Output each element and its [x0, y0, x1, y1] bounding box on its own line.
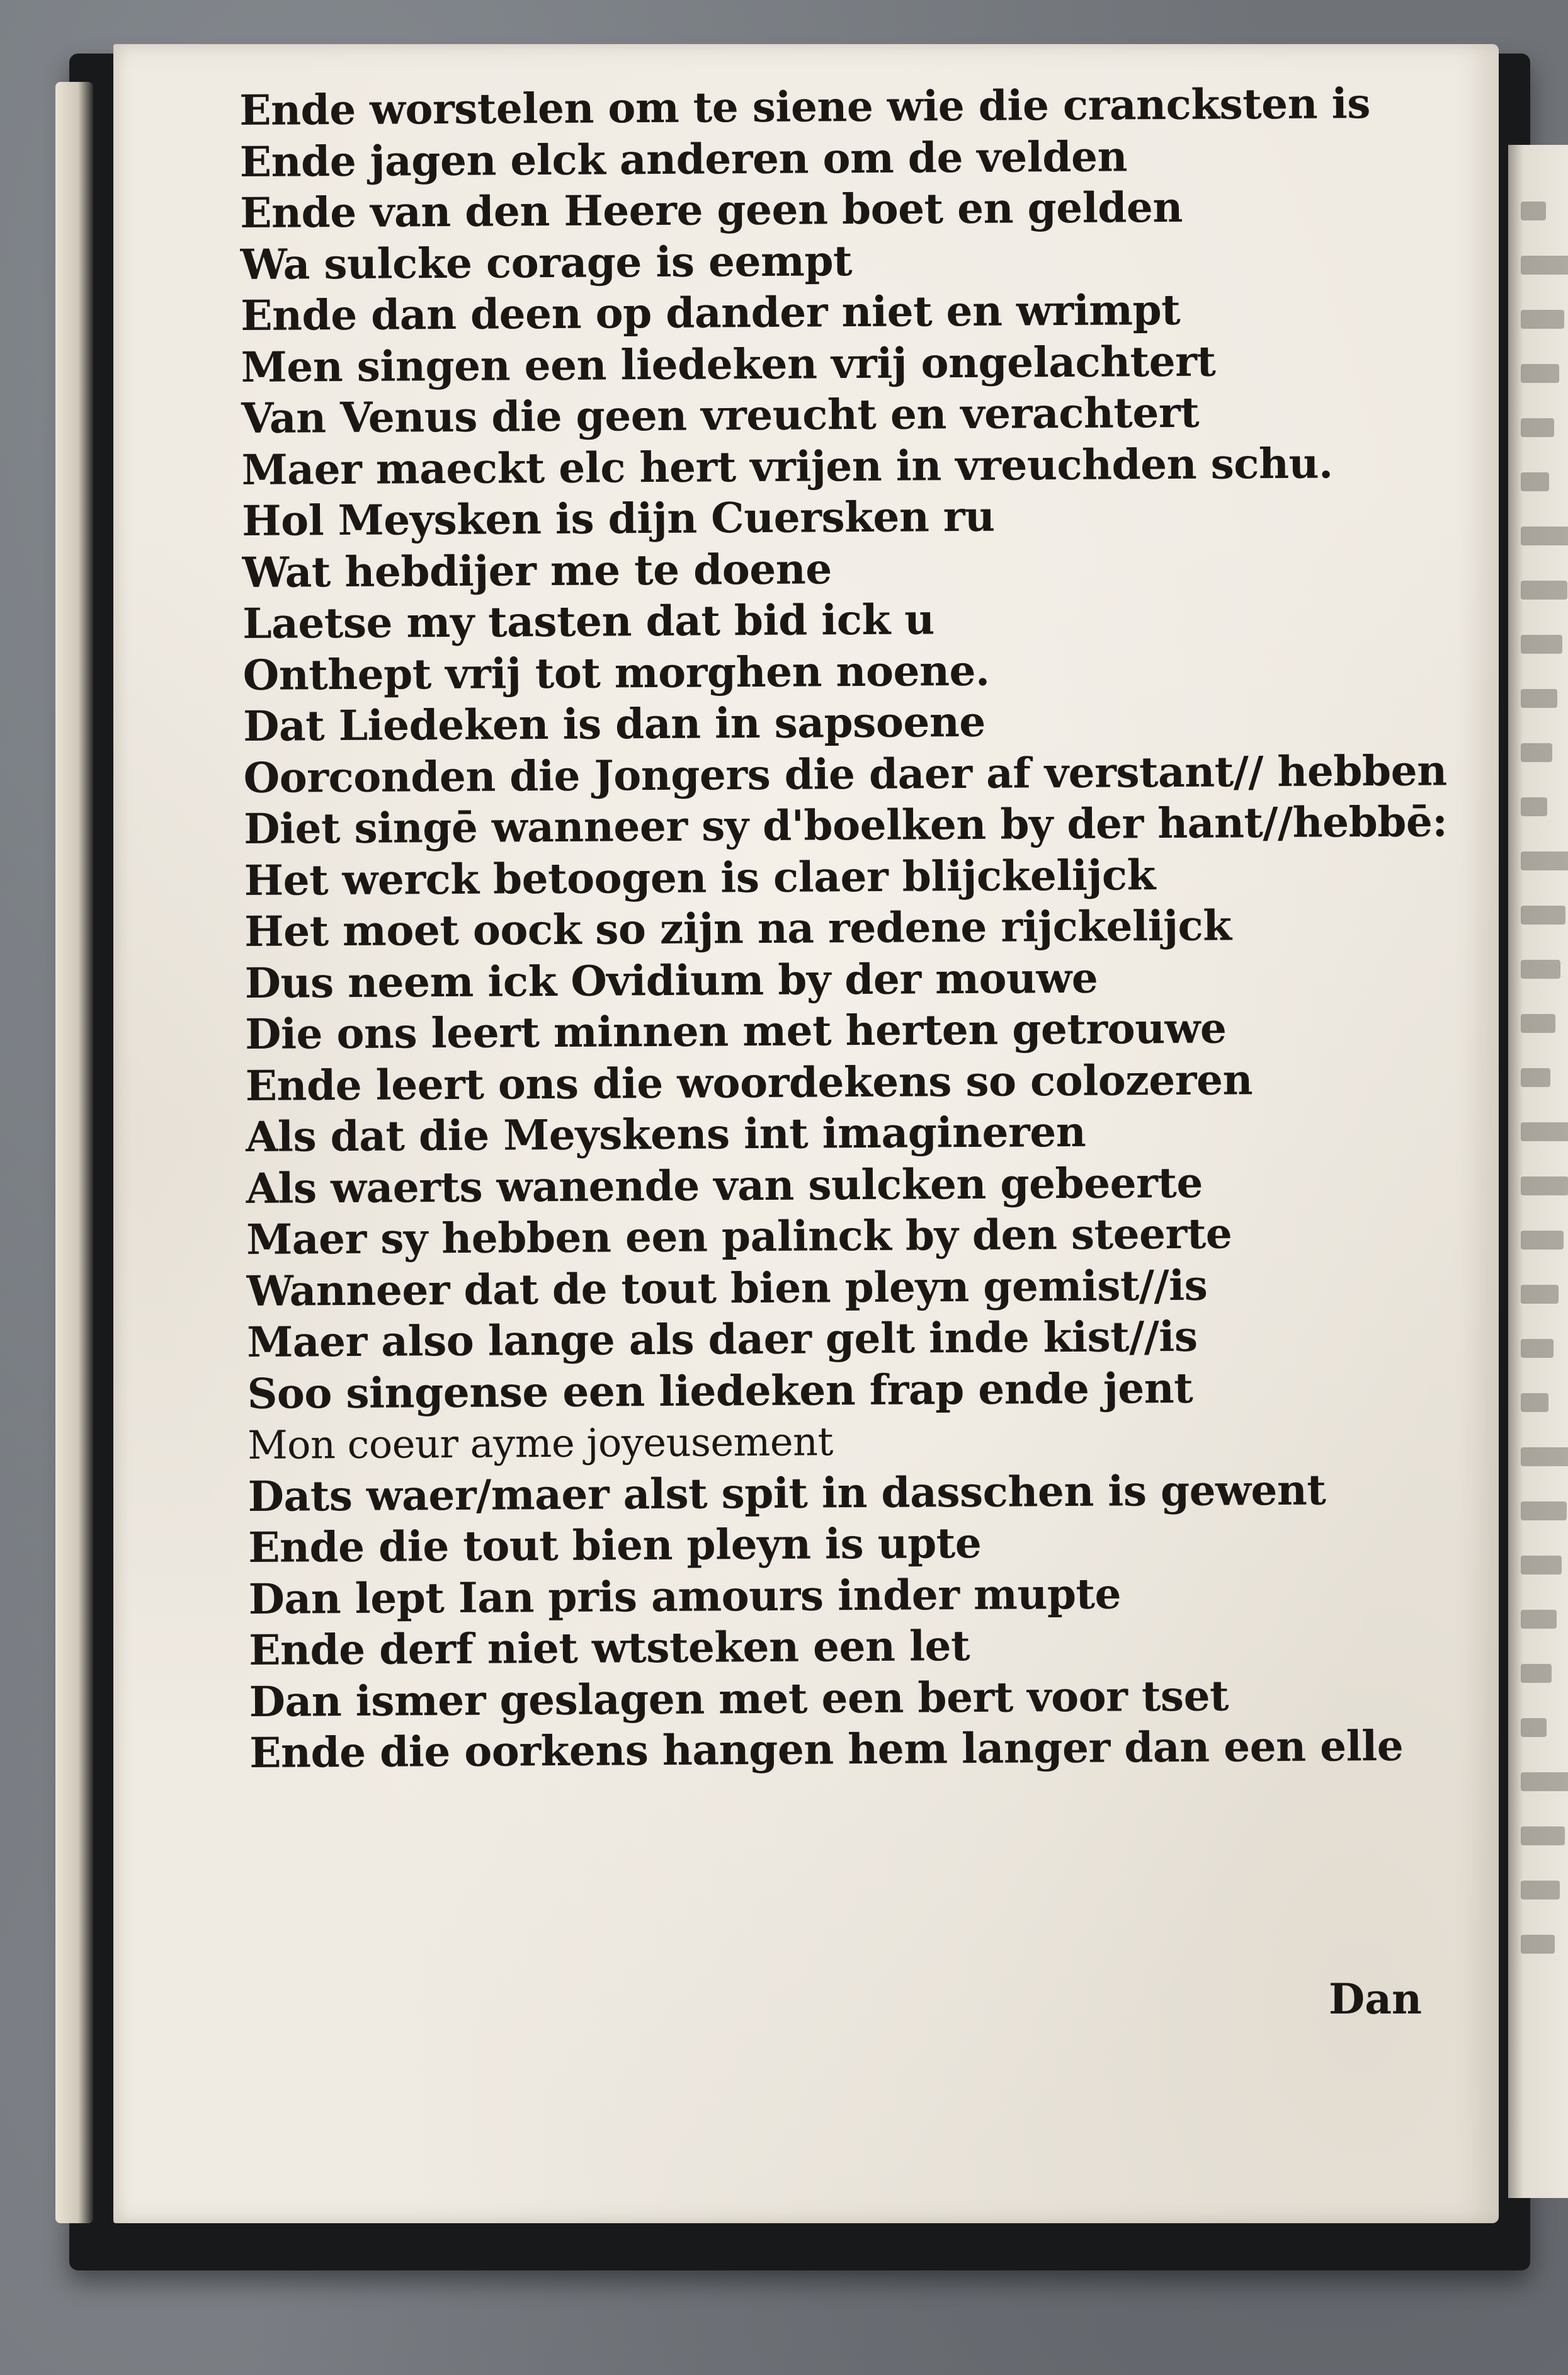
text-line: Soo singense een liedeken frap ende jent	[247, 1363, 1193, 1418]
facing-page-text-fragment	[1521, 1231, 1564, 1250]
facing-page-text-fragment	[1521, 1068, 1550, 1087]
text-line: Ende die oorkens hangen hem langer dan een elle	[249, 1721, 1404, 1777]
text-line: Oorconden die Jongers die daer af verstant// hebben	[243, 745, 1447, 802]
facing-page-text-fragment	[1521, 1772, 1568, 1791]
facing-page-text-fragment	[1521, 472, 1549, 491]
text-line: Maer also lange als daer gelt inde kist//is	[246, 1311, 1198, 1367]
text-line: Hol Meysken is dijn Cuersken ru	[241, 491, 995, 545]
facing-page-text-fragment	[1521, 851, 1568, 870]
facing-page-text-fragment	[1521, 1393, 1548, 1412]
text-line: Het werck betoogen is claer blijckelijck	[244, 850, 1156, 905]
text-line: Maer sy hebben een palinck by den steerte	[246, 1209, 1232, 1264]
facing-page-text-fragment	[1521, 1176, 1568, 1195]
facing-page-edge	[1508, 145, 1568, 2198]
facing-page-text-fragment	[1521, 1826, 1565, 1845]
facing-page-text-fragment	[1521, 1718, 1547, 1737]
text-line: Dan lept Ian pris amours inder mupte	[248, 1568, 1122, 1624]
facing-page-text-fragment	[1521, 797, 1547, 816]
facing-page-text-fragment	[1521, 635, 1562, 654]
facing-page-text-fragment	[1521, 418, 1554, 437]
page-edges	[55, 82, 93, 2223]
catchword: Dan	[1329, 1974, 1422, 2024]
facing-page-text-fragment	[1521, 1556, 1562, 1575]
facing-page-text-fragment	[1521, 202, 1546, 220]
text-line: Ende worstelen om te siene wie die crancksten is	[239, 79, 1371, 135]
text-line: Wanneer dat de tout bien pleyn gemist//is	[246, 1260, 1208, 1316]
text-line: Ende leert ons die woordekens so colozeren	[245, 1054, 1253, 1110]
facing-page-text-fragment	[1521, 1881, 1560, 1899]
facing-page-text-fragment	[1521, 1664, 1552, 1683]
text-line: Die ons leert minnen met herten getrouwe	[244, 1003, 1227, 1059]
text-line: Het moet oock so zijn na redene rijckelijck	[244, 901, 1232, 956]
text-line: Maer maeckt elc hert vrijen in vreuchden schu.	[241, 438, 1333, 494]
text-line: Onthept vrij tot morghen noene.	[242, 646, 990, 700]
facing-page-text-fragment	[1521, 1122, 1568, 1141]
facing-page-text-fragment	[1521, 256, 1568, 275]
facing-page-text-fragment	[1521, 1935, 1555, 1954]
facing-page-text-fragment	[1521, 310, 1564, 329]
text-line: Wa sulcke corage is eempt	[240, 236, 853, 289]
facing-page-text-fragment	[1521, 743, 1552, 762]
facing-page-text-fragment	[1521, 1501, 1567, 1520]
facing-page-text-fragment	[1521, 527, 1568, 545]
facing-page-text-fragment	[1521, 960, 1560, 979]
text-line: Laetse my tasten dat bid ick u	[242, 595, 935, 648]
facing-page-text-fragment	[1521, 1014, 1555, 1033]
text-line: Wat hebdijer me te doene	[242, 544, 832, 597]
text-line-roman: Mon coeur ayme joyeusement	[247, 1418, 834, 1468]
text-line: Van Venus die geen vreucht en verachtert	[241, 387, 1200, 443]
text-line: Ende dan deen op dander niet en wrimpt	[240, 285, 1181, 340]
facing-page-text-fragment	[1521, 364, 1559, 383]
text-line: Dats waer/maer alst spit in dasschen is gewent	[247, 1465, 1326, 1521]
text-line: Ende jagen elck anderen om de velden	[239, 131, 1128, 186]
text-line: Dan ismer geslagen met een bert voor tset	[249, 1670, 1229, 1726]
text-line: Dus neem ick Ovidium by der mouwe	[244, 953, 1098, 1008]
text-line: Ende van den Heere geen boet en gelden	[240, 182, 1183, 237]
text-line: Als dat die Meyskens int imagineren	[245, 1107, 1086, 1161]
facing-page-text-fragment	[1521, 1285, 1559, 1304]
facing-page-text-fragment	[1521, 689, 1557, 708]
text-line: Ende die tout bien pleyn is upte	[247, 1518, 982, 1572]
text-line: Als waerts wanende van sulcken gebeerte	[246, 1158, 1203, 1213]
facing-page-text-fragment	[1521, 906, 1565, 925]
text-line: Ende derf niet wtsteken een let	[248, 1620, 970, 1675]
text-line: Diet singē wanneer sy d'boelken by der hant//hebbē:	[243, 797, 1448, 853]
text-line: Men singen een liedeken vrij ongelachtert	[241, 336, 1216, 392]
text-line: Dat Liedeken is dan in sapsoene	[242, 697, 986, 751]
facing-page-text-fragment	[1521, 1610, 1557, 1629]
facing-page-text-fragment	[1521, 1339, 1554, 1358]
facing-page-text-fragment	[1521, 1447, 1568, 1466]
facing-page-text-fragment	[1521, 581, 1567, 600]
page-text	[239, 77, 1509, 1779]
